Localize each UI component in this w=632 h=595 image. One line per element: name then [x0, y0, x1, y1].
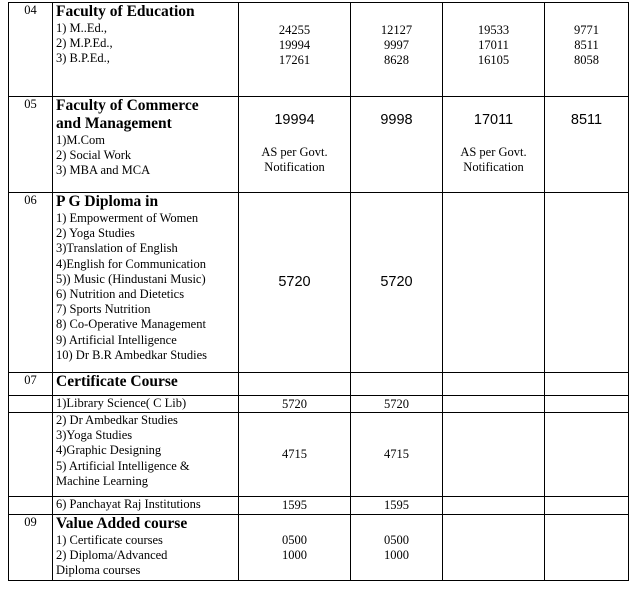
course-item: 5)) Music (Hindustani Music) — [56, 271, 206, 286]
table-row — [9, 413, 629, 497]
empty-cell — [443, 373, 545, 396]
empty-cell — [545, 396, 629, 413]
row-number: 05 — [9, 97, 53, 193]
fee-cell — [443, 3, 545, 97]
course-item: 3) B.P.Ed., — [56, 51, 110, 66]
course-cell — [53, 413, 239, 497]
fee-value: 24255 — [278, 23, 311, 37]
course-item: 3)Yoga Studies — [56, 428, 133, 443]
fee-value: 17011 — [473, 112, 514, 128]
section-title: Faculty of Education — [56, 3, 195, 20]
course-item: 1) Certificate courses — [56, 533, 163, 547]
fee-table — [8, 2, 629, 581]
course-cell — [53, 3, 239, 97]
course-cell — [53, 515, 239, 581]
section-title: and Management — [56, 115, 172, 132]
course-item: 3) MBA and MCA — [56, 163, 151, 178]
course-item: 6) Nutrition and Dietetics — [56, 287, 185, 302]
fee-cell — [351, 413, 443, 497]
empty-cell — [443, 497, 545, 515]
table-row — [9, 497, 629, 515]
table-row — [9, 3, 629, 97]
fee-value: 19533 — [477, 23, 510, 37]
course-item: 1)Library Science( C Lib) — [56, 396, 187, 410]
course-item: 2) Social Work — [56, 148, 132, 163]
fee-value: 4715 — [282, 446, 307, 461]
fee-cell — [239, 515, 351, 581]
empty-cell — [9, 497, 53, 515]
course-item: Diploma courses — [56, 563, 141, 578]
fee-value: 0500 — [384, 533, 409, 547]
fee-cell — [443, 97, 545, 193]
fee-value: 8511 — [570, 112, 603, 128]
course-item: 8) Co-Operative Management — [56, 317, 206, 332]
fee-cell — [351, 515, 443, 581]
course-item: 2) Dr Ambedkar Studies — [56, 413, 178, 427]
fee-note: AS per Govt. — [460, 145, 527, 160]
course-item: 4)English for Communication — [56, 256, 206, 271]
fee-value: 5720 — [278, 273, 311, 290]
section-title: Value Added course — [56, 515, 188, 532]
fee-value: 9771 — [574, 23, 599, 37]
section-title: Certificate Course — [56, 373, 178, 390]
course-cell — [53, 373, 239, 396]
course-cell — [53, 97, 239, 193]
fee-cell — [239, 3, 351, 97]
fee-value: 19994 — [278, 38, 311, 53]
course-item: 7) Sports Nutrition — [56, 302, 151, 317]
fee-note: Notification — [264, 160, 325, 175]
course-cell — [53, 193, 239, 373]
empty-cell — [545, 193, 629, 373]
fee-value: 1000 — [282, 548, 307, 563]
empty-cell — [443, 396, 545, 413]
empty-cell — [443, 515, 545, 581]
fee-cell — [239, 97, 351, 193]
fee-value: 4715 — [384, 446, 409, 461]
fee-value: 5720 — [384, 397, 409, 411]
fee-cell — [545, 3, 629, 97]
row-number: 04 — [9, 3, 53, 97]
table-row — [9, 396, 629, 413]
fee-note: Notification — [463, 160, 524, 175]
fee-value: 9998 — [380, 112, 413, 128]
empty-cell — [545, 373, 629, 396]
course-item: 1) M..Ed., — [56, 21, 108, 35]
table-row — [9, 97, 629, 193]
table-row — [9, 193, 629, 373]
course-item: 2) M.P.Ed., — [56, 36, 113, 51]
course-cell — [53, 396, 239, 413]
fee-cell — [351, 396, 443, 413]
course-item: 2) Yoga Studies — [56, 226, 135, 241]
section-title: P G Diploma in — [56, 193, 159, 210]
row-number: 07 — [9, 373, 53, 396]
fee-value: 5720 — [380, 273, 413, 290]
fee-cell — [239, 193, 351, 373]
fee-cell — [351, 193, 443, 373]
fee-value: 9997 — [384, 38, 409, 53]
empty-cell — [239, 373, 351, 396]
fee-cell — [545, 97, 629, 193]
empty-cell — [9, 396, 53, 413]
empty-cell — [443, 193, 545, 373]
section-title: Faculty of Commerce — [56, 97, 199, 114]
fee-value: 17261 — [278, 53, 311, 68]
table-row — [9, 373, 629, 396]
empty-cell — [545, 413, 629, 497]
course-item: 10) Dr B.R Ambedkar Studies — [56, 347, 208, 362]
course-cell — [53, 497, 239, 515]
fee-value: 12127 — [380, 23, 413, 37]
fee-cell — [239, 396, 351, 413]
course-item: 9) Artificial Intelligence — [56, 332, 177, 347]
empty-cell — [351, 373, 443, 396]
row-number: 09 — [9, 515, 53, 581]
row-number: 06 — [9, 193, 53, 373]
fee-value: 1000 — [384, 548, 409, 563]
course-item: 5) Artificial Intelligence & — [56, 458, 190, 473]
course-item: 1)M.Com — [56, 133, 105, 147]
fee-cell — [351, 97, 443, 193]
empty-cell — [545, 515, 629, 581]
course-item: 2) Diploma/Advanced — [56, 548, 168, 563]
fee-value: 8628 — [384, 53, 409, 68]
fee-value: 16105 — [477, 53, 510, 68]
empty-cell — [9, 413, 53, 497]
empty-cell — [443, 413, 545, 497]
course-item: 4)Graphic Designing — [56, 443, 162, 458]
fee-value: 19994 — [274, 112, 315, 128]
table-row — [9, 515, 629, 581]
fee-value: 1595 — [384, 498, 409, 512]
empty-cell — [545, 497, 629, 515]
fee-value: 8511 — [574, 38, 599, 53]
fee-value: 8058 — [574, 53, 599, 68]
course-item: 1) Empowerment of Women — [56, 211, 199, 225]
fee-cell — [351, 497, 443, 515]
fee-value: 1595 — [282, 498, 307, 512]
fee-note: AS per Govt. — [261, 145, 328, 160]
fee-cell — [239, 497, 351, 515]
course-item: Machine Learning — [56, 473, 148, 488]
course-item: 6) Panchayat Raj Institutions — [56, 497, 201, 511]
fee-cell — [239, 413, 351, 497]
fee-cell — [351, 3, 443, 97]
course-item: 3)Translation of English — [56, 241, 178, 256]
fee-value: 0500 — [282, 533, 307, 547]
fee-value: 17011 — [478, 38, 509, 53]
fee-value: 5720 — [282, 397, 307, 411]
